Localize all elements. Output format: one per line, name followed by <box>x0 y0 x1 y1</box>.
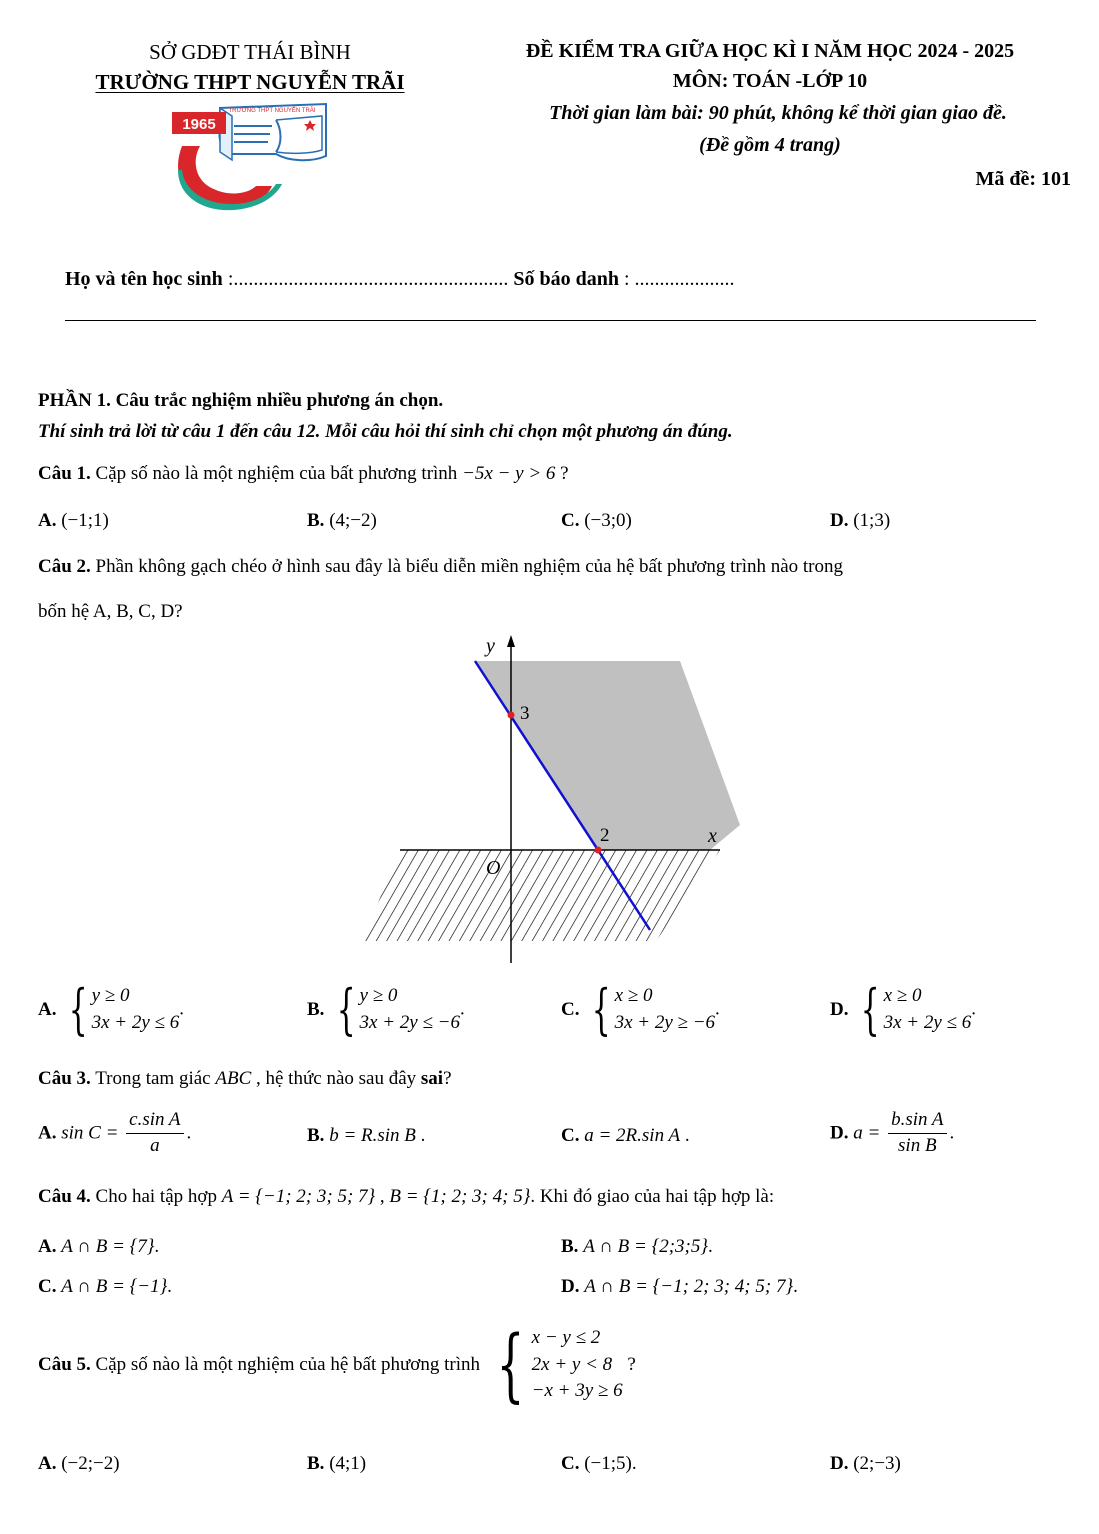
q2-option-b[interactable]: B. { y ≥ 0 3x + 2y ≤ −6 . <box>307 978 465 1041</box>
solution-region-graph <box>340 625 760 970</box>
exam-subject: MÔN: TOÁN -LỚP 10 <box>672 70 868 92</box>
exam-title: ĐỀ KIỂM TRA GIỮA HỌC KÌ I NĂM HỌC 2024 - 2025 <box>525 40 1015 62</box>
school-logo <box>172 100 332 212</box>
q4-option-b[interactable]: B. A ∩ B = {2;3;5}. <box>561 1236 713 1257</box>
q2-option-a[interactable]: A. { y ≥ 0 3x + 2y ≤ 6 . <box>38 978 184 1041</box>
q5-option-a[interactable]: A. (−2;−2) <box>38 1453 120 1474</box>
gray-region <box>475 661 740 850</box>
svg-text:TRƯỜNG THPT NGUYỄN TRÃI: TRƯỜNG THPT NGUYỄN TRÃI <box>228 108 316 114</box>
q1-option-a[interactable]: A. (−1;1) <box>38 510 109 531</box>
q5-option-c[interactable]: C. (−1;5). <box>561 1453 637 1474</box>
q3-option-c[interactable]: C. a = 2R.sin A . <box>561 1125 690 1146</box>
q5-option-b[interactable]: B. (4;1) <box>307 1453 367 1474</box>
point-3 <box>508 712 515 719</box>
y-arrow <box>507 635 515 647</box>
q4-option-d[interactable]: D. A ∩ B = {−1; 2; 3; 4; 5; 7}. <box>561 1276 798 1297</box>
svg-text:x: x <box>708 825 717 847</box>
q1-option-b[interactable]: B. (4;−2) <box>307 510 377 531</box>
hatched-region <box>340 850 760 950</box>
question-3: Câu 3. Trong tam giác ABC , hệ thức nào sau đây sai? <box>38 1068 452 1089</box>
point-2 <box>595 847 602 854</box>
part1-title: PHẦN 1. Câu trắc nghiệm nhiều phương án chọn. <box>38 390 444 411</box>
question-2: Câu 2. Phần không gạch chéo ở hình sau đây là biểu diễn miền nghiệm của hệ bất phương trình nào trong <box>38 556 844 577</box>
part1-instruction: Thí sinh trả lời từ câu 1 đến câu 12. Mỗi câu hỏi thí sinh chỉ chọn một phương án đúng. <box>38 421 733 442</box>
exam-code: Mã đề: 101 <box>975 168 1071 190</box>
svg-text:O: O <box>486 857 501 879</box>
q3-option-d[interactable]: D. a = $\frac{\text{b.sin A}}{\text{sin B}}$ . <box>830 1109 955 1156</box>
exam-time: Thời gian làm bài: 90 phút, không kể thời gian giao đề. <box>549 102 1007 124</box>
question-5: Câu 5. Cặp số nào là một nghiệm của hệ bất phương trình { x − y ≤ 2 2x + y < 8 −x + 3y ≥ 6 ? <box>38 1318 636 1411</box>
svg-text:1965: 1965 <box>182 116 216 133</box>
svg-text:3: 3 <box>520 703 530 724</box>
question-2-cont: bốn hệ A, B, C, D? <box>38 601 183 622</box>
question-1: Câu 1. Cặp số nào là một nghiệm của bất phương trình −5x − y > 6 ? <box>38 463 569 484</box>
q4-option-a[interactable]: A. A ∩ B = {7}. <box>38 1236 160 1257</box>
q4-option-c[interactable]: C. A ∩ B = {−1}. <box>38 1276 172 1297</box>
q2-option-c[interactable]: C. { x ≥ 0 3x + 2y ≥ −6 . <box>561 978 720 1041</box>
department-name: SỞ GDĐT THÁI BÌNH <box>149 40 351 64</box>
svg-text:2: 2 <box>600 825 610 846</box>
q3-option-a[interactable]: A. sin C = $\frac{\text{c.sin A}}{a}$ . <box>38 1109 192 1156</box>
q3-option-b[interactable]: B. b = R.sin B . <box>307 1125 426 1146</box>
divider <box>65 320 1036 321</box>
q1-option-d[interactable]: D. (1;3) <box>830 510 891 531</box>
q5-option-d[interactable]: D. (2;−3) <box>830 1453 901 1474</box>
student-info-line: Họ và tên học sinh :....................................................... Số báo danh : .................... <box>65 268 735 290</box>
q1-option-c[interactable]: C. (−3;0) <box>561 510 632 531</box>
id-blank[interactable]: : .................... <box>619 268 735 290</box>
name-blank[interactable]: :....................................................... <box>222 268 509 290</box>
q2-option-d[interactable]: D. { x ≥ 0 3x + 2y ≤ 6 . <box>830 978 976 1041</box>
exam-pages: (Đề gồm 4 trang) <box>699 134 841 156</box>
question-4: Câu 4. Cho hai tập hợp A = {−1; 2; 3; 5; 7} , B = {1; 2; 3; 4; 5}. Khi đó giao của hai tập hợp là: <box>38 1186 775 1207</box>
svg-text:y: y <box>486 635 495 657</box>
school-name: TRƯỜNG THPT NGUYỄN TRÃI <box>95 70 405 94</box>
